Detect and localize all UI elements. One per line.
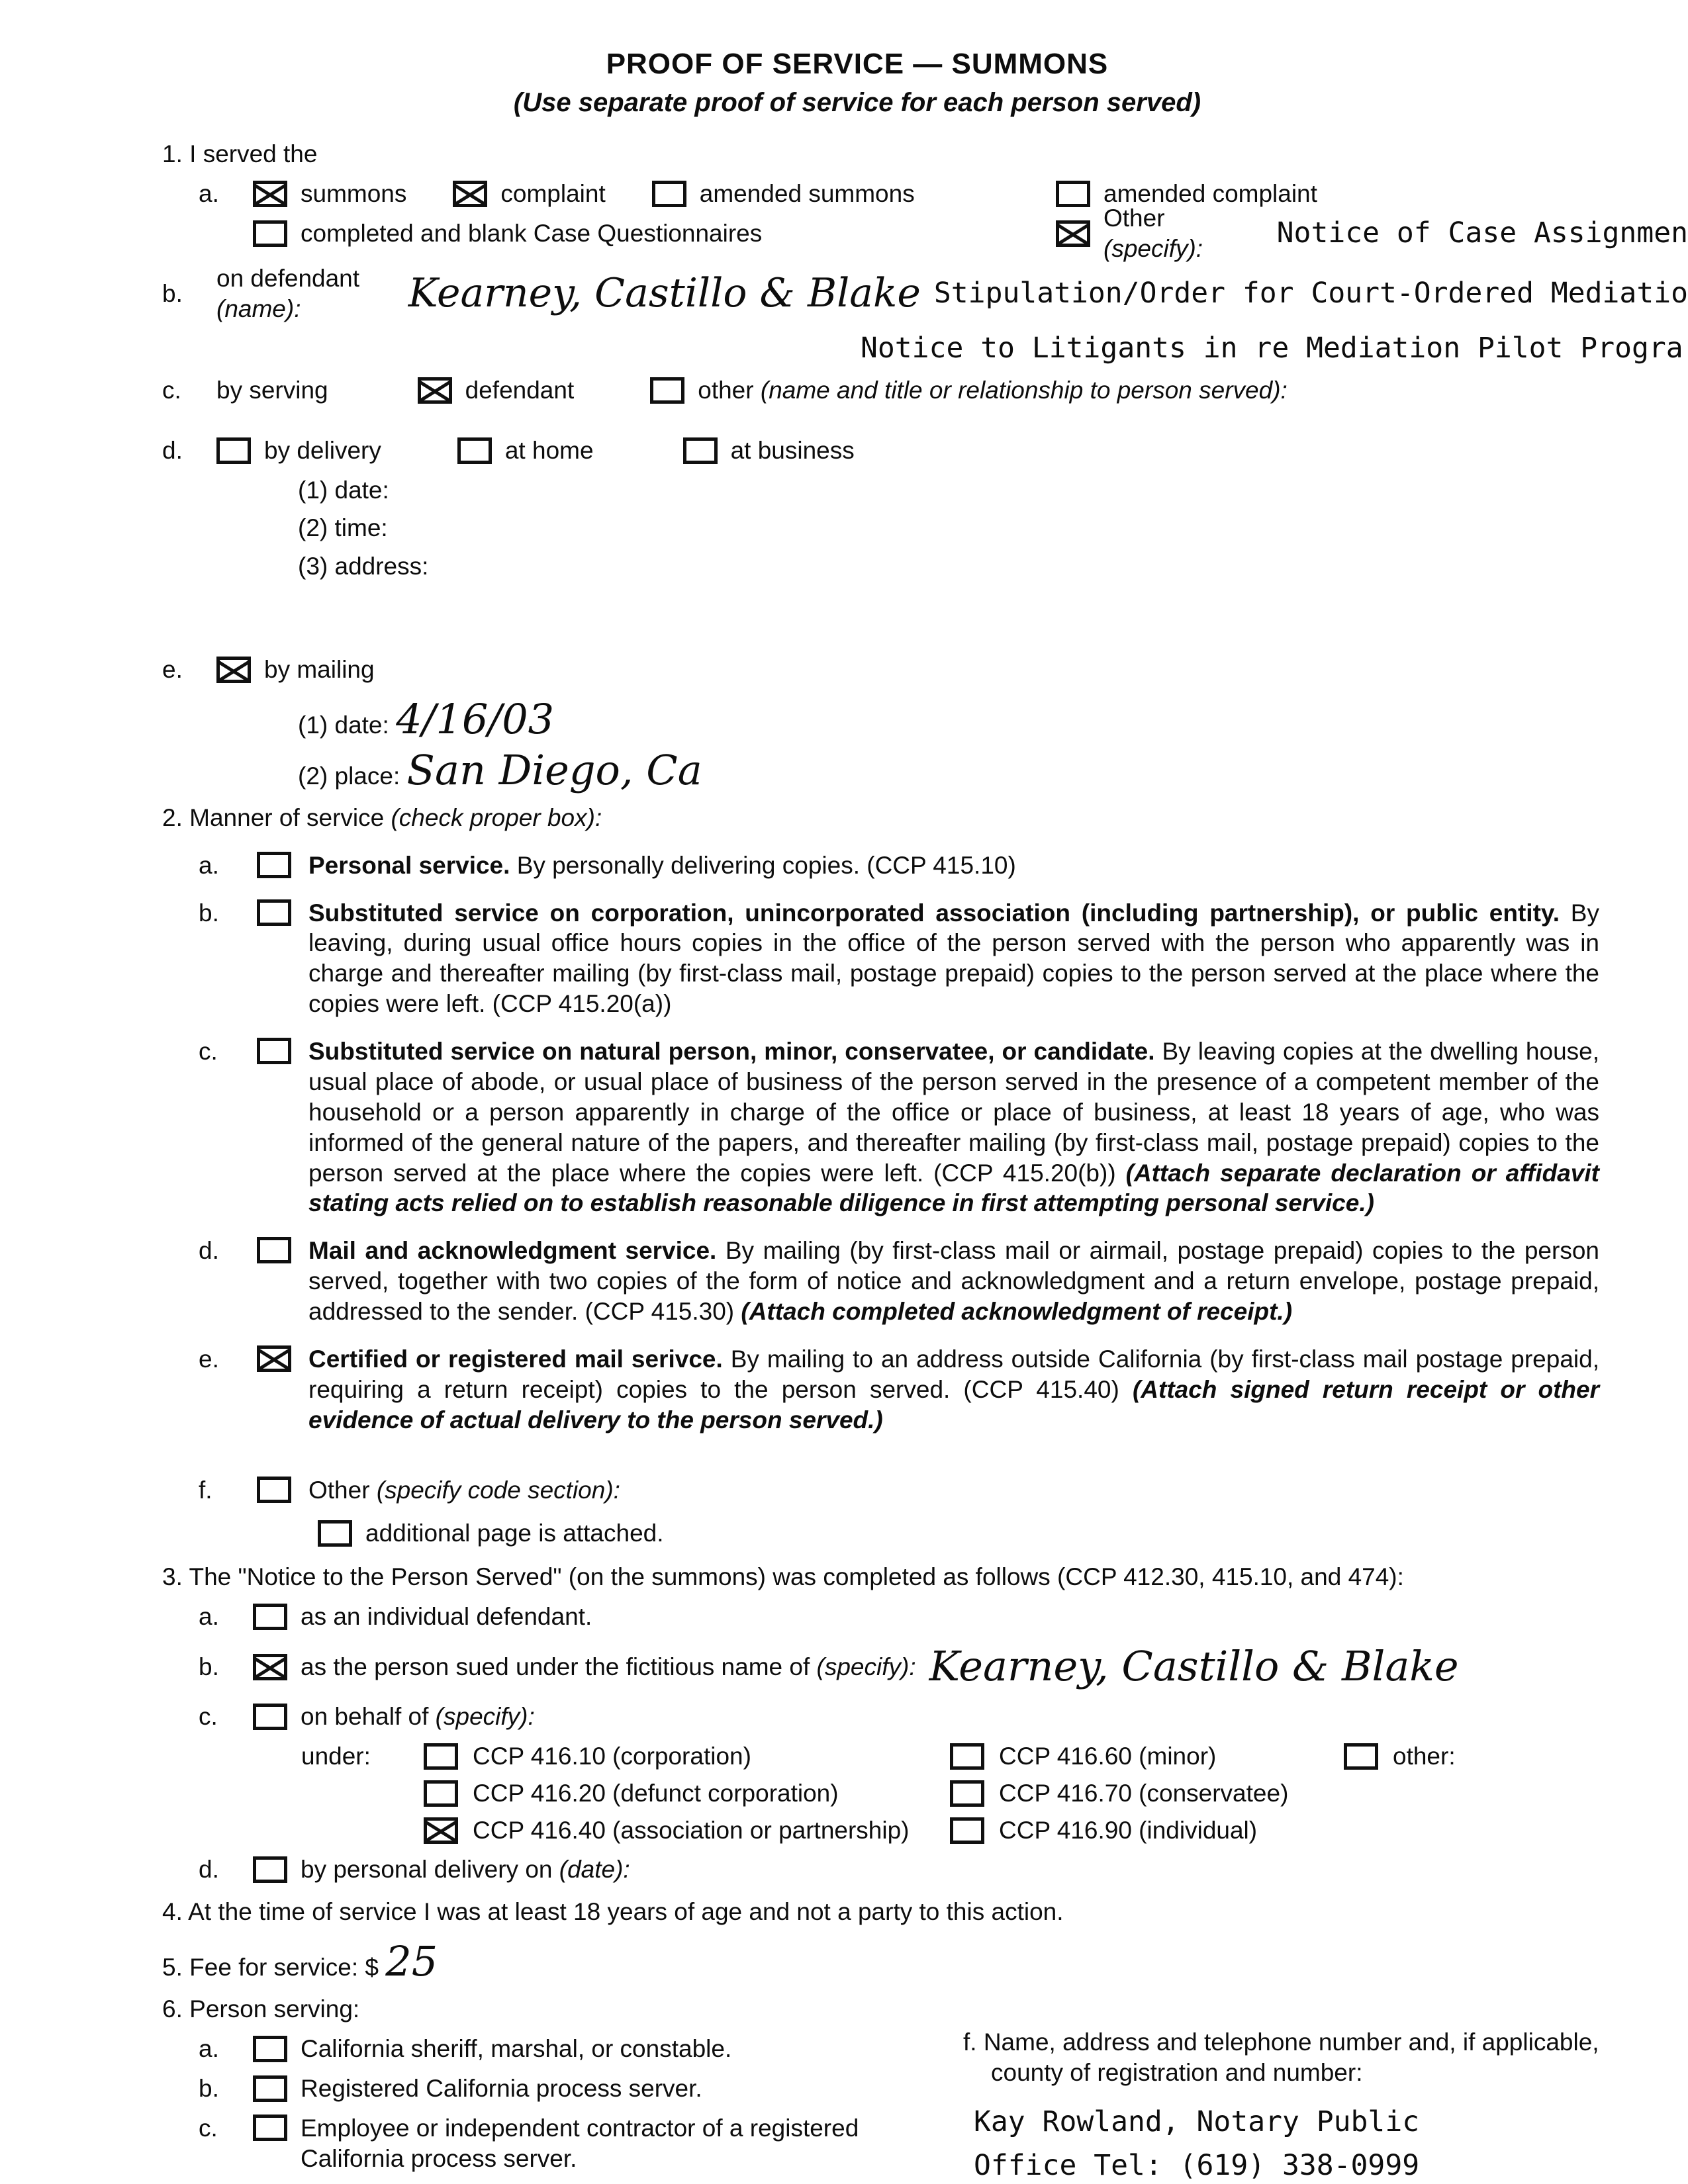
employee-contractor-checkbox[interactable]: [253, 2115, 287, 2141]
item-letter: c.: [199, 2114, 218, 2142]
fee-label: 5. Fee for service: $: [162, 1954, 379, 1981]
item-letter: c.: [162, 376, 181, 404]
substituted-corp-checkbox[interactable]: [257, 899, 291, 926]
ccp-41690-checkbox[interactable]: [950, 1817, 984, 1844]
item-letter: b.: [199, 1653, 219, 1680]
delivery-time-label: (2) time:: [298, 514, 388, 542]
ccp-41670-label: CCP 416.70 (conservatee): [999, 1779, 1289, 1807]
ccp-other-label: other:: [1393, 1742, 1456, 1770]
amended-summons-label: amended summons: [699, 180, 915, 208]
sheriff-label: California sheriff, marshal, or constable.: [301, 2034, 732, 2062]
row-3b: [199, 1641, 1688, 1692]
delivery-date-label: (1) date:: [298, 476, 389, 504]
substituted-natural-text: Substituted service on natural person, minor, conservatee, or candidate. By leaving copies at the dwelling house, usual place of abode, or usual place of business of the person served in the presence of a competent member of the household or a person apparently in charge of the office or place of business, at least 18 years of age, who was informed of the general nature of the papers, and thereafter mailing (by first-class mail, postage prepaid) copies to the person served at the place where the copies were left. (CCP 415.20(b)) (Attach separate declaration or affidavit stating acts relied on to establish reasonable diligence in first attempting personal service.): [308, 1038, 1599, 1217]
complaint-label: complaint: [500, 180, 606, 208]
server-contact-label2: county of registration and number:: [991, 2058, 1363, 2086]
item-letter: a.: [199, 180, 219, 208]
server-name: Kay Rowland, Notary Public: [974, 2105, 1420, 2138]
section-6: [162, 1994, 1688, 2184]
ccp-41620-label: CCP 416.20 (defunct corporation): [473, 1779, 839, 1807]
item-letter: c.: [199, 1702, 218, 1730]
ccp-41640-checkbox[interactable]: [424, 1817, 458, 1844]
substituted-corp-text: Substituted service on corporation, unincorporated association (including partnership), or public entity. By leaving, during usual office hours copies in the office of the person served with the person who apparently was in charge and thereafter mailing (by first-class mail, postage prepaid) copies to the person served at the place where the copies were left. (CCP 415.20(a)): [308, 899, 1599, 1018]
under-row: [301, 1741, 1688, 1846]
on-behalf-label: on behalf of (specify):: [301, 1702, 535, 1730]
mailing-date-row: [298, 694, 1688, 745]
registered-server-label: Registered California process server.: [301, 2074, 702, 2102]
item-letter: a.: [199, 2034, 219, 2062]
row-1d: [162, 435, 1688, 466]
other-document-line2: Stipulation/Order for Court-Ordered Mediatio: [933, 276, 1688, 310]
individual-defendant-checkbox[interactable]: [253, 1604, 287, 1630]
row-2a: [199, 850, 1688, 881]
ccp-41670-checkbox[interactable]: [950, 1780, 984, 1807]
section-3-heading: 3. The "Notice to the Person Served" (on the summons) was completed as follows (CCP 412.30, 415.10, and 474):: [162, 1563, 1404, 1591]
item-letter: e.: [199, 1345, 219, 1373]
row-1c: [162, 375, 1688, 406]
individual-defendant-label: as an individual defendant.: [301, 1603, 592, 1631]
row-1b: [162, 263, 1688, 324]
employee-contractor-label: Employee or independent contractor of a registered California process server.: [301, 2114, 859, 2172]
item-letter: c.: [199, 1038, 218, 1066]
fictitious-name-checkbox[interactable]: [253, 1654, 287, 1680]
ccp-41690-label: CCP 416.90 (individual): [999, 1816, 1258, 1844]
row-1a2: [199, 204, 1688, 262]
amended-complaint-label: amended complaint: [1103, 180, 1317, 208]
section-5: [162, 1936, 1688, 1987]
summons-label: summons: [301, 180, 407, 208]
server-phone: Office Tel: (619) 338-0999: [974, 2149, 1420, 2183]
personal-delivery-checkbox[interactable]: [253, 1856, 287, 1883]
mailing-place-label: (2) place:: [298, 762, 400, 790]
section-4: 4. At the time of service I was at least 18 years of age and not a party to this action.: [162, 1898, 1064, 1926]
item-letter: d.: [199, 1856, 219, 1884]
ccp-column-1: [424, 1741, 950, 1846]
section-1-heading: 1. I served the: [162, 140, 318, 168]
section-2: [162, 803, 1688, 1549]
other-document-checkbox[interactable]: [1056, 220, 1090, 247]
item-letter: e.: [162, 656, 183, 684]
ccp-column-3: [1344, 1741, 1456, 1772]
fictitious-name-label: as the person sued under the fictitious name of (specify):: [301, 1653, 916, 1680]
mailing-place-value: San Diego, Ca: [406, 745, 702, 794]
by-mailing-checkbox[interactable]: [216, 657, 251, 683]
other-code-label: Other (specify code section):: [308, 1476, 620, 1504]
row-6a: [199, 2034, 963, 2064]
certified-mail-checkbox[interactable]: [257, 1345, 291, 1372]
row-2f-sub: [318, 1518, 1688, 1549]
other-document-line3: Notice to Litigants in re Mediation Pilot Progra: [861, 331, 1683, 365]
additional-page-checkbox[interactable]: [318, 1520, 352, 1547]
item-letter: b.: [199, 2074, 219, 2102]
registered-server-checkbox[interactable]: [253, 2075, 287, 2102]
by-mailing-label: by mailing: [264, 656, 375, 684]
section-1: [162, 139, 1688, 796]
sheriff-checkbox[interactable]: [253, 2036, 287, 2062]
by-delivery-label: by delivery: [264, 436, 381, 464]
other-document-label: Other (specify):: [1103, 204, 1203, 262]
at-business-label: at business: [730, 436, 855, 464]
item-letter: b.: [162, 279, 183, 307]
certified-mail-text: Certified or registered mail serivce. By mailing to an address outside California (by first-class mail postage prepaid, requiring a return receipt) copies to the person served. (CCP 415.40) (Attach signed return receipt or other evidence of actual delivery to the person served.): [308, 1345, 1599, 1433]
ccp-41610-label: CCP 416.10 (corporation): [473, 1742, 751, 1770]
row-2d: [199, 1236, 1688, 1327]
other-document-value: Notice of Case Assignmen: [1276, 216, 1688, 250]
fictitious-name-value: Kearney, Castillo & Blake: [929, 1642, 1459, 1691]
questionnaires-label: completed and blank Case Questionnaires: [301, 219, 763, 247]
mailing-place-row: [298, 745, 1688, 796]
amended-summons-checkbox[interactable]: [652, 181, 686, 207]
row-6b: [199, 2073, 963, 2104]
delivery-address-label: (3) address:: [298, 553, 429, 580]
row-1e: [162, 655, 1688, 685]
server-contact-label: f. Name, address and telephone number and, if applicable,: [963, 2028, 1599, 2056]
server-contact-block: [963, 2025, 1688, 2184]
on-behalf-checkbox[interactable]: [253, 1704, 287, 1730]
form-title: PROOF OF SERVICE — SUMMONS: [606, 48, 1109, 80]
summons-checkbox[interactable]: [253, 181, 287, 207]
defendant-name-handwritten: Kearney, Castillo & Blake: [408, 270, 921, 317]
personal-service-text: Personal service. By personally delivering copies. (CCP 415.10): [308, 851, 1016, 879]
mailing-date-label: (1) date:: [298, 711, 389, 739]
other-code-checkbox[interactable]: [257, 1477, 291, 1503]
on-defendant-label: on defendant (name):: [216, 264, 360, 322]
by-serving-label: by serving: [216, 376, 328, 404]
personal-delivery-label: by personal delivery on (date):: [301, 1856, 630, 1884]
row-2e: [199, 1344, 1688, 1435]
item-letter: d.: [162, 436, 183, 464]
mailing-date-value: 4/16/03: [396, 695, 555, 744]
row-3c: [199, 1702, 1688, 1732]
row-2b: [199, 898, 1688, 1020]
person-serving-list: [162, 2025, 963, 2184]
ccp-column-2: [950, 1741, 1344, 1846]
ccp-other-checkbox[interactable]: [1344, 1743, 1378, 1770]
ccp-41660-checkbox[interactable]: [950, 1743, 984, 1770]
serving-other-label: other (name and title or relationship to person served):: [698, 376, 1288, 404]
row-3d: [199, 1854, 1688, 1885]
at-home-label: at home: [504, 436, 594, 464]
questionnaires-checkbox[interactable]: [253, 220, 287, 247]
serving-other-checkbox[interactable]: [650, 377, 684, 404]
section-6-heading: 6. Person serving:: [162, 1995, 360, 2023]
mail-acknowledgment-text: Mail and acknowledgment service. By mailing (by first-class mail or airmail, postage prepaid) copies to the person served, together with two copies of the form of notice and acknowledgment and a return envelope, postage prepaid, addressed to the sender. (CCP 415.30) (Attach completed acknowledgment of receipt.): [308, 1237, 1599, 1326]
ccp-41660-label: CCP 416.60 (minor): [999, 1742, 1217, 1770]
at-home-checkbox[interactable]: [457, 437, 492, 464]
substituted-natural-checkbox[interactable]: [257, 1038, 291, 1064]
mail-acknowledgment-checkbox[interactable]: [257, 1237, 291, 1263]
form-subtitle: (Use separate proof of service for each person served): [513, 87, 1201, 117]
section-3: [162, 1562, 1688, 1885]
item-letter: a.: [199, 1603, 219, 1631]
by-delivery-checkbox[interactable]: [216, 437, 251, 464]
ccp-41610-checkbox[interactable]: [424, 1743, 458, 1770]
ccp-41620-checkbox[interactable]: [424, 1780, 458, 1807]
personal-service-checkbox[interactable]: [257, 852, 291, 878]
row-6c: [199, 2113, 963, 2174]
item-letter: b.: [199, 899, 219, 927]
fee-value: 25: [385, 1937, 438, 1986]
item-letter: f.: [199, 1476, 212, 1504]
additional-page-label: additional page is attached.: [365, 1520, 664, 1547]
row-2c: [199, 1036, 1688, 1218]
ccp-41640-label: CCP 416.40 (association or partnership): [473, 1816, 910, 1844]
complaint-checkbox[interactable]: [453, 181, 487, 207]
at-business-checkbox[interactable]: [683, 437, 718, 464]
row-3a: [199, 1602, 1688, 1632]
row-2f: [199, 1475, 1688, 1506]
item-letter: d.: [199, 1237, 219, 1265]
serving-defendant-checkbox[interactable]: [418, 377, 452, 404]
under-label: under:: [301, 1742, 371, 1770]
serving-defendant-label: defendant: [465, 376, 575, 404]
item-letter: a.: [199, 851, 219, 879]
section-2-heading: 2. Manner of service (check proper box):: [162, 803, 602, 831]
server-contact-lines: [963, 2100, 1688, 2184]
